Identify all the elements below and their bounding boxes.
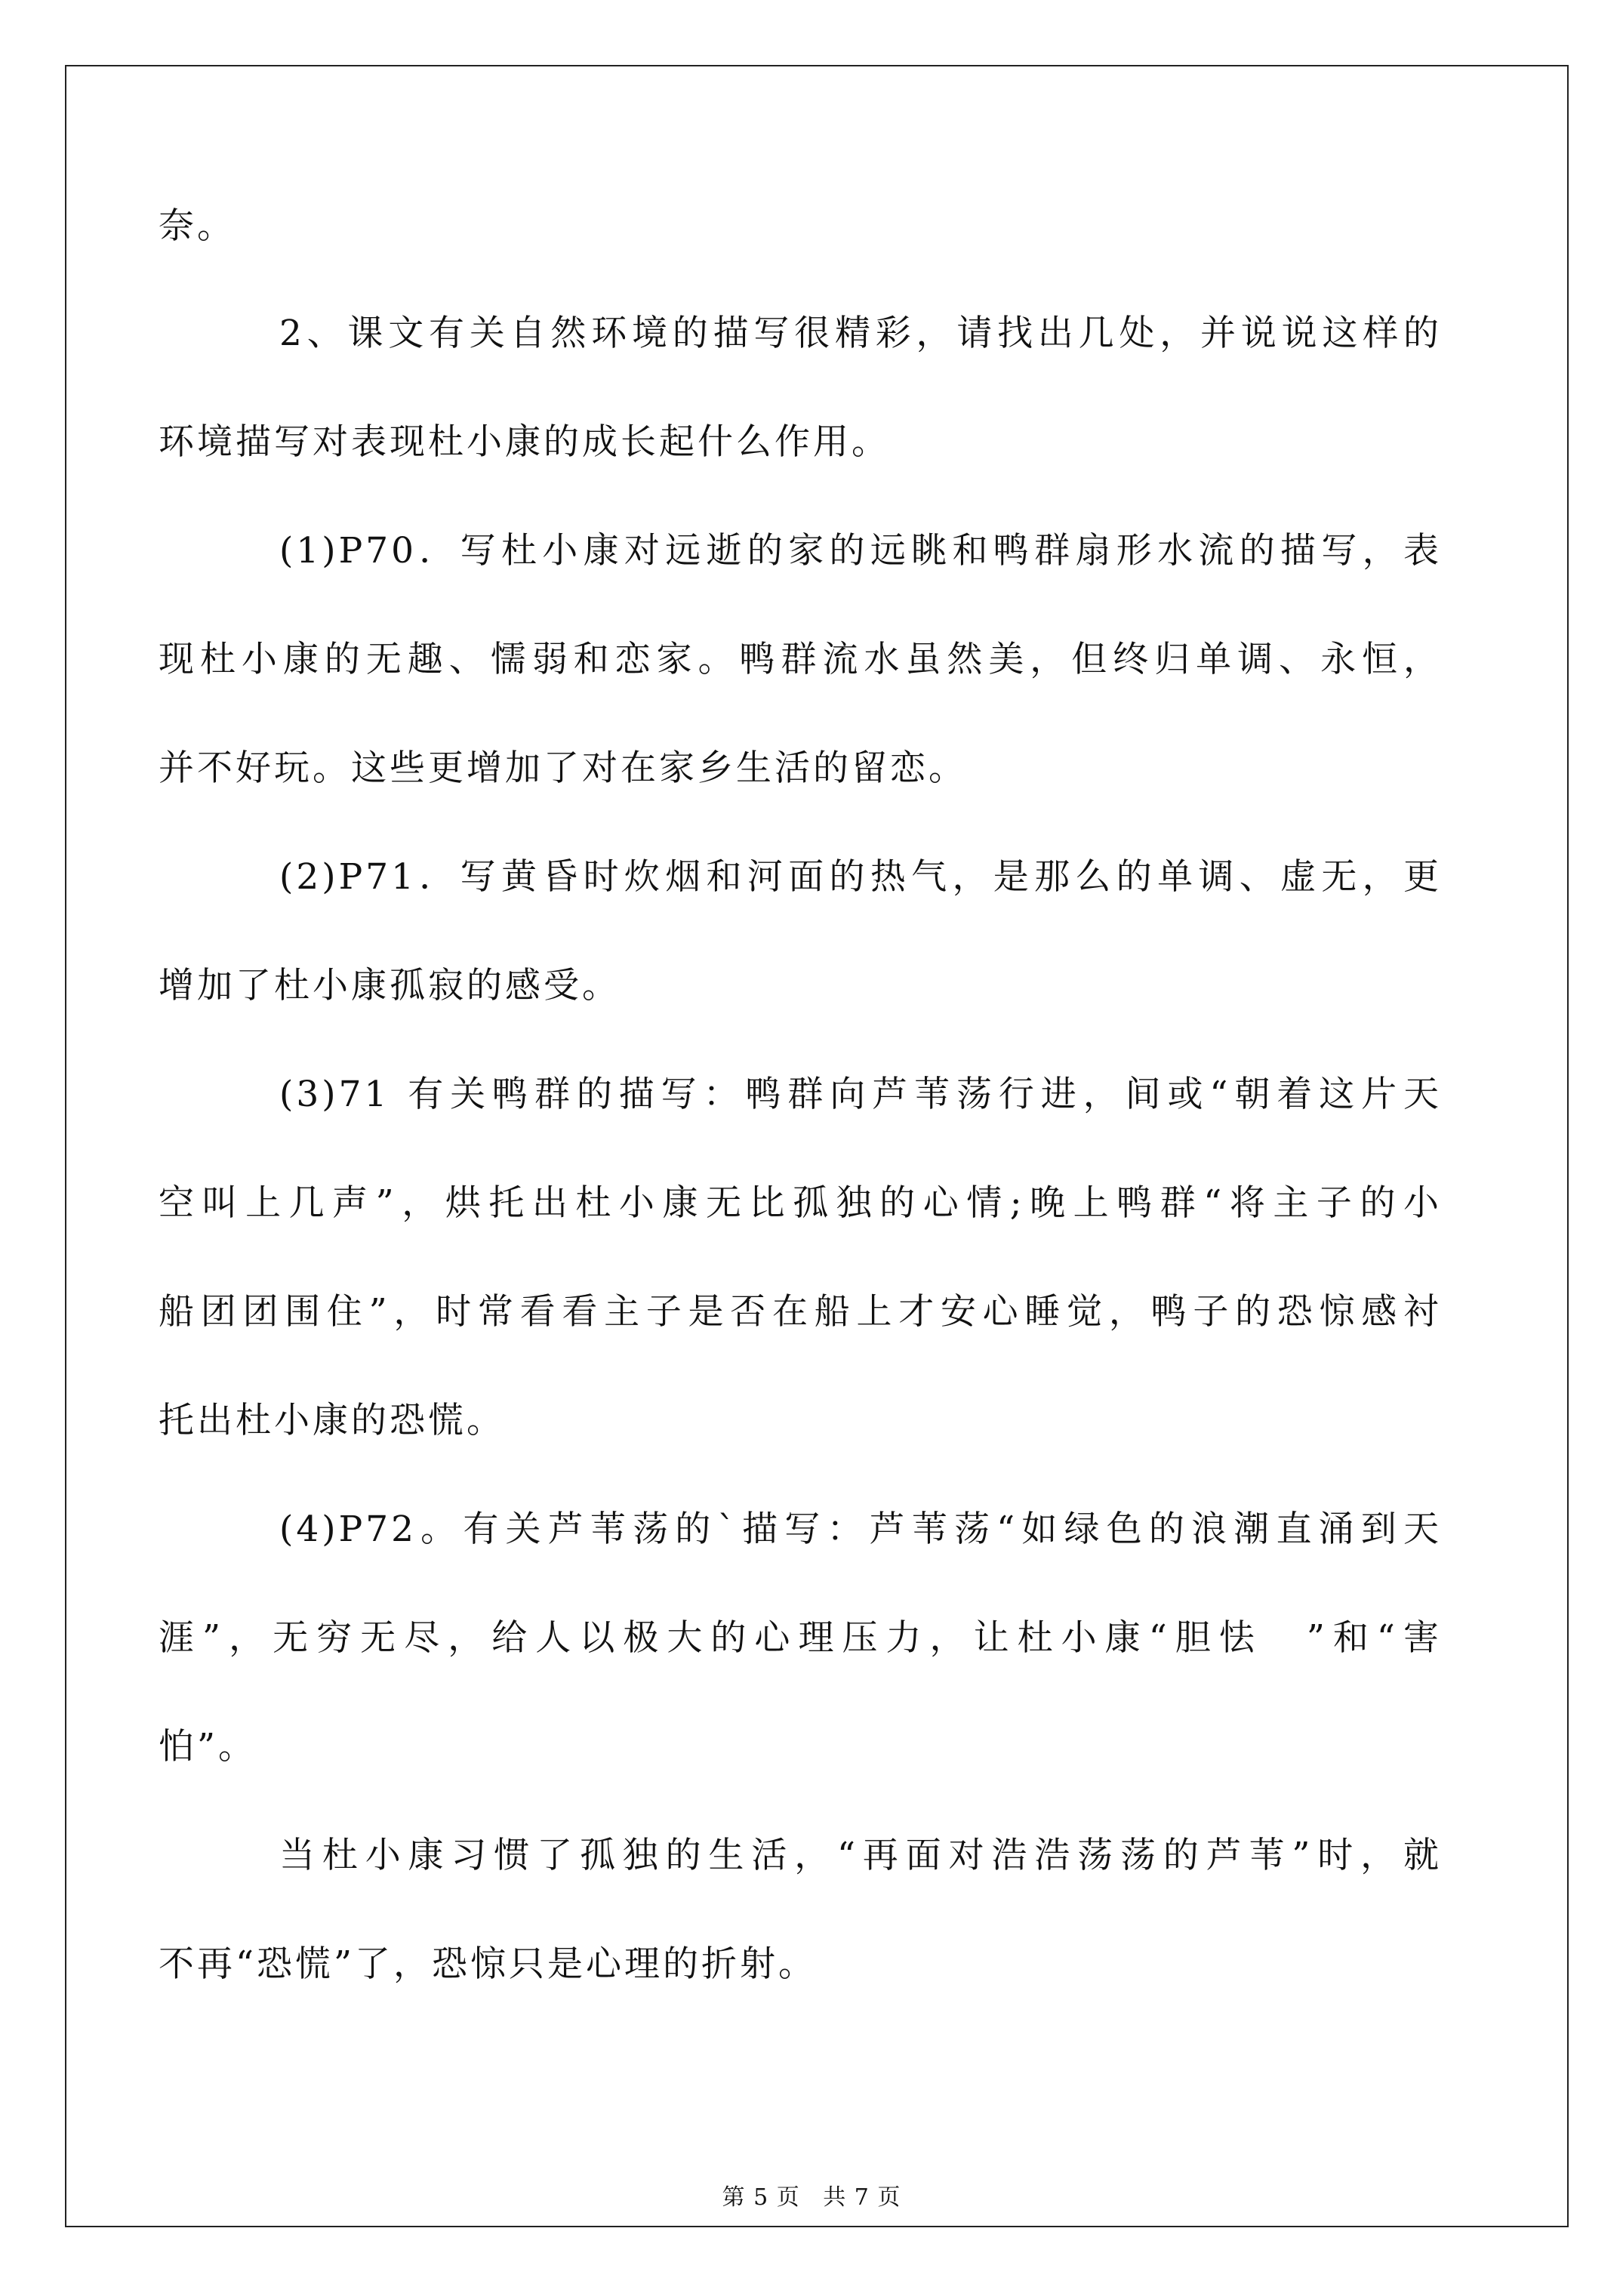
text-line: (2)P71．写黄昏时炊烟和河面的热气，是那么的单调、虚无，更	[279, 856, 1442, 898]
text-line: 当杜小康习惯了孤独的生活，“再面对浩浩荡荡的芦苇”时，就	[279, 1835, 1442, 1876]
page-footer	[0, 2178, 1623, 2211]
text-line: 并不好玩。这些更增加了对在家乡生活的留恋。	[159, 747, 967, 789]
text-line: 怕”。	[159, 1726, 257, 1767]
text-line: (4)P72。有关芦苇荡的`描写：芦苇荡“如绿色的浪潮直涌到天	[279, 1509, 1442, 1550]
text-line: 船团团围住”，时常看看主子是否在船上才安心睡觉，鸭子的恐惊感衬	[159, 1291, 1442, 1333]
page-total: 共 7 页	[823, 2184, 901, 2211]
page-border	[65, 65, 1569, 2227]
text-line: 奈。	[159, 205, 236, 247]
text-line: 2、课文有关自然环境的描写很精彩，请找出几处，并说说这样的	[279, 313, 1442, 354]
text-line: 空叫上几声”，烘托出杜小康无比孤独的心情;晚上鸭群“将主子的小	[159, 1182, 1442, 1224]
text-line: 环境描写对表现杜小康的成长起什么作用。	[159, 421, 890, 463]
text-line: (3)71 有关鸭群的描写：鸭群向芦苇荡行进，间或“朝着这片天	[279, 1074, 1442, 1115]
text-line: 涯”，无穷无尽，给人以极大的心理压力，让杜小康“胆怯 ”和“害	[159, 1617, 1442, 1659]
text-line: 现杜小康的无趣、懦弱和恋家。鸭群流水虽然美，但终归单调、永恒，	[159, 639, 1442, 680]
text-line: (1)P70．写杜小康对远逝的家的远眺和鸭群扇形水流的描写，表	[279, 530, 1442, 572]
page-number: 第 5 页	[722, 2184, 800, 2211]
text-line: 托出杜小康的恐慌。	[159, 1400, 505, 1441]
text-line: 不再“恐慌”了，恐惊只是心理的折射。	[159, 1943, 818, 1985]
text-line: 增加了杜小康孤寂的感受。	[159, 965, 621, 1006]
